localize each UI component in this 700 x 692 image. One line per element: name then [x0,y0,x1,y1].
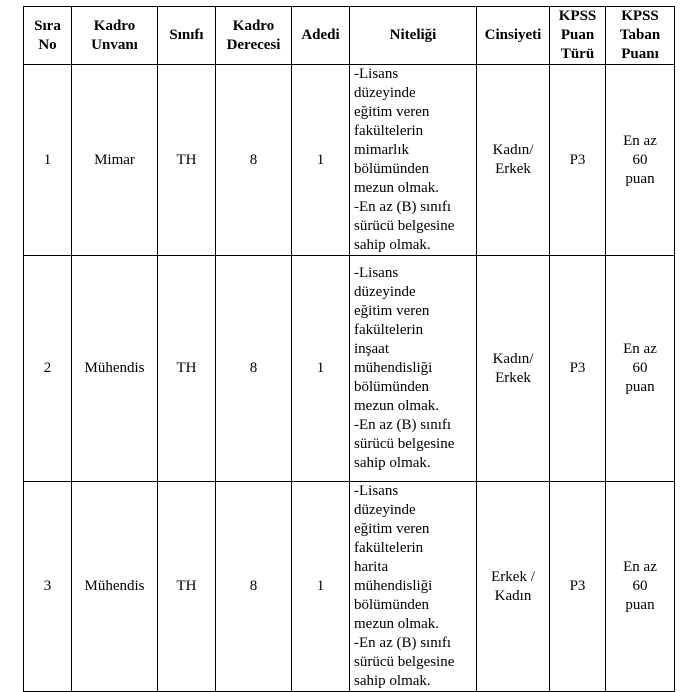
cell-class: TH [158,256,216,482]
cell-no: 3 [24,482,72,692]
header-sira-no: Sıra No [24,7,72,65]
header-adedi: Adedi [292,7,350,65]
table-row [24,482,675,692]
header-kadro-unvani: Kadro Unvanı [72,7,158,65]
cell-count: 1 [292,65,350,256]
cell-qualification: -Lisans düzeyinde eğitim veren fakültelerin inşaat mühendisliği bölümünden mezun olmak. -En az (B) sınıfı sürücü belgesine sahip olmak. [350,256,477,482]
cell-grade: 8 [216,65,292,256]
cell-kpss-score: En az 60 puan [606,65,675,256]
cell-qualification: -Lisans düzeyinde eğitim veren fakültelerin mimarlık bölümünden mezun olmak. -En az (B) sınıfı sürücü belgesine sahip olmak. [350,65,477,256]
cell-kpss-score: En az 60 puan [606,256,675,482]
cell-kpss-type: P3 [550,482,606,692]
header-cinsiyeti: Cinsiyeti [477,7,550,65]
header-kpss-puan-turu: KPSS Puan Türü [550,7,606,65]
cell-title: Mühendis [72,482,158,692]
cell-title: Mimar [72,65,158,256]
staff-positions-table [23,6,675,692]
header-niteligi: Niteliği [350,7,477,65]
cell-no: 2 [24,256,72,482]
header-sinifi: Sınıfı [158,7,216,65]
table-row [24,65,675,256]
cell-no: 1 [24,65,72,256]
cell-count: 1 [292,482,350,692]
cell-gender: Kadın/ Erkek [477,256,550,482]
cell-count: 1 [292,256,350,482]
cell-grade: 8 [216,256,292,482]
table-row [24,256,675,482]
cell-kpss-type: P3 [550,65,606,256]
header-kadro-derecesi: Kadro Derecesi [216,7,292,65]
header-row [24,7,675,65]
cell-class: TH [158,65,216,256]
cell-gender: Erkek / Kadın [477,482,550,692]
cell-kpss-score: En az 60 puan [606,482,675,692]
cell-gender: Kadın/ Erkek [477,65,550,256]
cell-class: TH [158,482,216,692]
cell-qualification: -Lisans düzeyinde eğitim veren fakültelerin harita mühendisliği bölümünden mezun olmak. -En az (B) sınıfı sürücü belgesine sahip olmak. [350,482,477,692]
header-kpss-taban-puani: KPSS Taban Puanı [606,7,675,65]
cell-kpss-type: P3 [550,256,606,482]
cell-title: Mühendis [72,256,158,482]
cell-grade: 8 [216,482,292,692]
